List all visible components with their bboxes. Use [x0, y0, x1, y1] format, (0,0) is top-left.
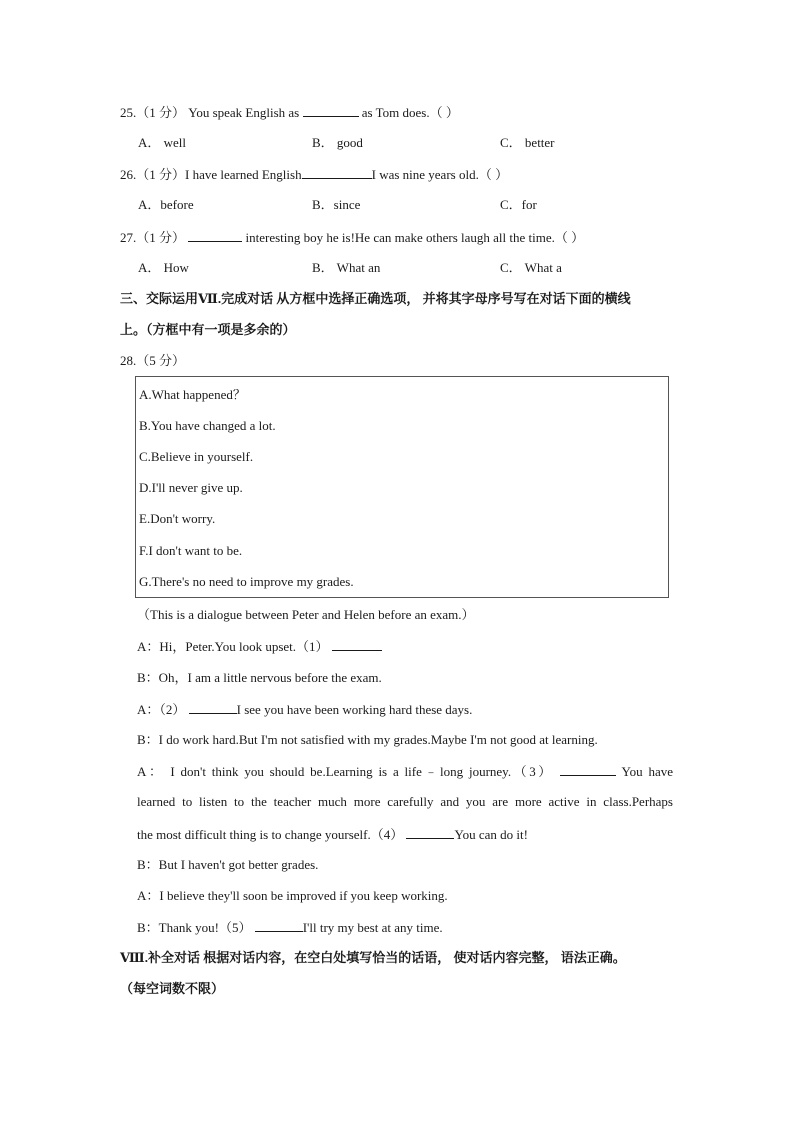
option-a[interactable]: A． well [138, 135, 187, 150]
option-a[interactable]: A． How [138, 260, 189, 275]
dialogue-line-1 [137, 637, 382, 656]
answer-blank[interactable] [303, 103, 359, 117]
dialogue-text: B：Thank you!（5） [137, 920, 252, 935]
box-option-e: E.Don't worry. [139, 511, 216, 526]
box-option-f: F.I don't want to be. [139, 543, 243, 558]
answer-blank-4[interactable] [406, 825, 454, 839]
answer-blank-2[interactable] [189, 700, 237, 714]
dialogue-line-4: B：I do work hard.But I'm not satisfied with my grades.Maybe I'm not good at learning. [137, 732, 598, 747]
dialogue-line-8: B：But I haven't got better grades. [137, 857, 319, 872]
question-25-options [0, 134, 794, 152]
option-c[interactable]: C． better [500, 135, 555, 150]
question-25-stem-end: as Tom does.（ ） [361, 105, 459, 120]
section-heading-continued: （每空词数不限） [120, 981, 225, 996]
dialogue-text-end: You can do it! [454, 827, 528, 842]
box-option-d: D.I'll never give up. [139, 480, 243, 495]
dialogue-intro: （This is a dialogue between Peter and Helen before an exam.） [137, 607, 475, 622]
option-b[interactable]: B． good [312, 135, 363, 150]
dialogue-line-6: learned to listen to the teacher much more carefully and you are more active in class.Perhaps [137, 794, 673, 809]
answer-blank-1[interactable] [332, 637, 382, 651]
dialogue-line-2: B：Oh，I am a little nervous before the exam. [137, 670, 382, 685]
options-box [135, 376, 669, 598]
answer-blank[interactable] [188, 228, 242, 242]
option-c[interactable]: C．for [500, 197, 537, 212]
dialogue-text-end: You have [621, 764, 674, 779]
dialogue-text-end: I'll try my best at any time. [302, 920, 443, 935]
question-25 [120, 103, 459, 122]
option-c[interactable]: C． What a [500, 260, 562, 275]
box-option-a: A.What happened？ [139, 387, 246, 402]
answer-blank[interactable] [302, 165, 372, 179]
question-27-stem-end: interesting boy he is!He can make others laugh all the time.（ ） [245, 230, 585, 245]
section-heading: 三、交际运用Ⅶ.完成对话 从方框中选择正确选项， 并将其字母序号写在对话下面的横线 [120, 291, 631, 306]
answer-blank-3[interactable] [560, 762, 616, 776]
section-heading: Ⅷ.补全对话 根据对话内容，在空白处填写恰当的话语， 使对话内容完整， 语法正确。 [120, 950, 626, 965]
dialogue-line-3 [137, 700, 472, 719]
dialogue-text: the most difficult thing is to change yourself.（4） [137, 827, 404, 842]
question-26-options [0, 196, 794, 214]
dialogue-text: A：Hi，Peter.You look upset.（1） [137, 639, 329, 654]
question-25-stem: 25.（1 分） You speak English as [120, 105, 300, 120]
option-a[interactable]: A．before [138, 197, 194, 212]
dialogue-line-10 [137, 918, 443, 937]
box-option-g: G.There's no need to improve my grades. [139, 574, 354, 589]
question-27-stem: 27.（1 分） [120, 230, 186, 245]
question-27 [120, 228, 584, 247]
dialogue-line-5 [137, 762, 673, 781]
question-28-label: 28.（5 分） [120, 353, 186, 368]
question-26 [120, 165, 508, 184]
dialogue-line-9: A：I believe they'll soon be improved if you keep working. [137, 888, 448, 903]
dialogue-text-end: I see you have been working hard these days. [236, 702, 473, 717]
answer-blank-5[interactable] [255, 918, 303, 932]
box-option-b: B.You have changed a lot. [139, 418, 276, 433]
option-b[interactable]: B． What an [312, 260, 381, 275]
box-option-c: C.Believe in yourself. [139, 449, 254, 464]
section-heading-continued: 上。（方框中有一项是多余的） [120, 322, 296, 337]
dialogue-text: A： I don't think you should be.Learning is a life﹣long journey.（3） [137, 764, 554, 779]
question-27-options [0, 259, 794, 277]
dialogue-line-7 [137, 825, 528, 844]
question-26-stem: 26.（1 分）I have learned English [120, 167, 302, 182]
option-b[interactable]: B．since [312, 197, 361, 212]
dialogue-text: A：（2） [137, 702, 186, 717]
question-26-stem-end: I was nine years old.（ ） [371, 167, 509, 182]
